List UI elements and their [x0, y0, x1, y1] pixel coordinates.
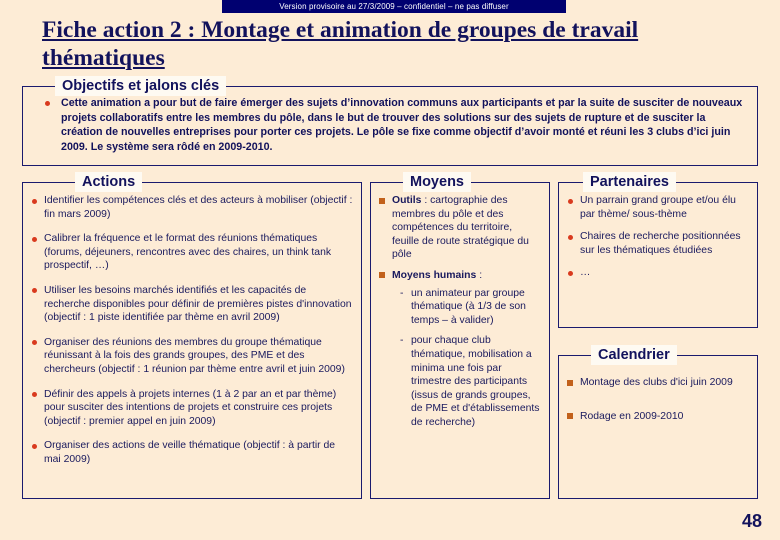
- moyens-sub-text: pour chaque club thématique, mobilisation a minima une fois par trimestre des participants (issus de grands groupes, de PME et d'établissements de recherche): [411, 335, 540, 428]
- actions-legend: Actions: [75, 172, 142, 192]
- bullet-square-icon: [567, 380, 573, 386]
- moyens-section: [370, 174, 550, 499]
- bullet-dot-icon: [568, 235, 573, 240]
- list-item: [377, 269, 542, 430]
- bullet-dot-icon: [568, 271, 573, 276]
- partenaires-list: [559, 183, 757, 280]
- calendrier-section: [558, 347, 758, 499]
- moyens-list: [371, 183, 549, 430]
- partenaires-item-text: Chaires de recherche positionnées sur les thématiques étudiées: [580, 231, 741, 256]
- list-item: [400, 287, 542, 328]
- confidential-banner: Version provisoire au 27/3/2009 – confidentiel – ne pas diffuser: [222, 0, 566, 13]
- moyens-item-text: : cartographie des membres du pôle et des compétences du territoire, feuille de route stratégique du pôle: [392, 195, 529, 261]
- bullet-dot-icon: [32, 340, 37, 345]
- list-item: [33, 96, 747, 154]
- calendrier-item-text: Montage des clubs d'ici juin 2009: [580, 377, 733, 388]
- bullet-dot-icon: [32, 288, 37, 293]
- moyens-item-text: :: [476, 269, 483, 281]
- actions-list: [23, 183, 361, 467]
- dash-icon: -: [400, 335, 404, 347]
- list-item: [29, 439, 354, 466]
- list-item: [29, 194, 354, 221]
- actions-item-text: Calibrer la fréquence et le format des réunions thématiques (forums, déjeuners, rencontres avec des chaires, un think tank prospectif, …): [44, 233, 332, 272]
- bullet-dot-icon: [32, 444, 37, 449]
- moyens-legend: Moyens: [403, 172, 471, 192]
- actions-item-text: Organiser des actions de veille thématique (objectif : à partir de mai 2009): [44, 440, 336, 465]
- actions-item-text: Identifier les compétences clés et des acteurs à mobiliser (objectif : fin mars 2009): [44, 195, 353, 220]
- page-title: Fiche action 2 : Montage et animation de groupes de travail thématiques: [42, 17, 639, 71]
- actions-item-text: Définir des appels à projets internes (1 à 2 par an et par thème) pour susciter des intentions de projets et construire ces projets (objectif : premier appel en juin 2009): [44, 388, 337, 427]
- bullet-dot-icon: [45, 101, 50, 106]
- partenaires-section: [558, 174, 758, 328]
- list-item: [565, 376, 750, 390]
- list-item: [29, 232, 354, 273]
- list-item: [29, 336, 354, 377]
- bullet-dot-icon: [32, 237, 37, 242]
- calendrier-list: [559, 356, 757, 423]
- bullet-square-icon: [379, 198, 385, 204]
- list-item: [400, 334, 542, 429]
- calendrier-legend: Calendrier: [591, 345, 677, 365]
- objectifs-section: [22, 78, 758, 166]
- actions-item-text: Organiser des réunions des membres du groupe thématique réunissant à la fois des grands groupes, des PME et des chercheurs (objectif : 1 réunion par thème entre avril et juin 2009): [44, 336, 345, 375]
- objectifs-list: [23, 87, 757, 154]
- list-item: [565, 266, 750, 280]
- bullet-square-icon: [379, 272, 385, 278]
- partenaires-legend: Partenaires: [583, 172, 676, 192]
- bullet-dot-icon: [32, 199, 37, 204]
- bullet-square-icon: [567, 413, 573, 419]
- list-item: [565, 194, 750, 221]
- moyens-sub-list: [392, 283, 542, 430]
- page-number: 48: [741, 511, 762, 531]
- list-item: [29, 284, 354, 325]
- moyens-sub-text: un animateur par groupe thématique (à 1/3 de son temps – à valider): [411, 287, 526, 326]
- partenaires-item-text: …: [580, 267, 591, 279]
- moyens-item-lead: Outils: [392, 195, 422, 206]
- bullet-dot-icon: [32, 392, 37, 397]
- actions-section: [22, 174, 362, 499]
- list-item: [565, 410, 750, 424]
- actions-item-text: Utiliser les besoins marchés identifiés et les capacités de recherche disponibles pour définir de premières pistes d'innovation (objectif : 1 piste identifiée par thème en avril 2009): [44, 284, 352, 324]
- partenaires-item-text: Un parrain grand groupe et/ou élu par thème/ sous-thème: [580, 195, 736, 220]
- list-item: [565, 230, 750, 257]
- objectifs-legend: Objectifs et jalons clés: [55, 76, 226, 96]
- bullet-dot-icon: [568, 199, 573, 204]
- objectifs-item-text: Cette animation a pour but de faire émerger des sujets d’innovation communs aux participants et par la suite de susciter de nouveaux projets collaboratifs entre les membres du pôle, dans le but de trouver des solutions sur des sujets de rupture et de susciter la création de nouvelles entreprises pour porter ces projets. Le pôle se fixe comme objectif d’avoir monté et réuni les 3 clubs d’ici juin 2009. Le système sera rôdé en 2009-2010.: [61, 97, 743, 153]
- moyens-item-lead: Moyens humains: [392, 269, 477, 281]
- calendrier-item-text: Rodage en 2009-2010: [580, 410, 684, 422]
- list-item: [29, 388, 354, 429]
- dash-icon: -: [400, 287, 404, 299]
- list-item: [377, 194, 542, 262]
